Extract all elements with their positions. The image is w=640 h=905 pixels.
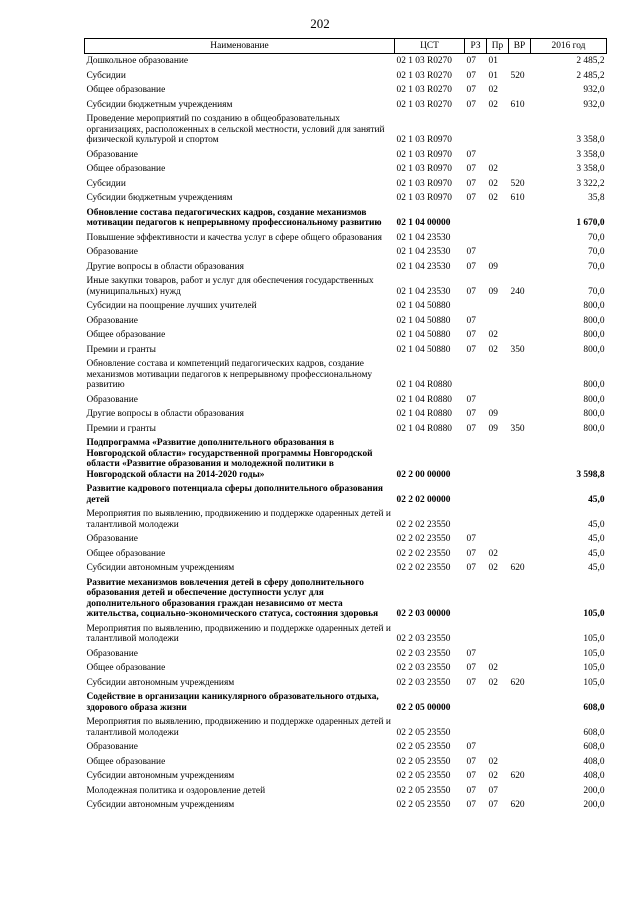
row-pr bbox=[487, 576, 509, 622]
row-amount: 70,0 bbox=[588, 232, 605, 243]
row-vr bbox=[509, 206, 531, 231]
row-cst: 02 2 00 00000 bbox=[396, 469, 451, 480]
row-pr bbox=[487, 299, 509, 314]
row-vr: 350 bbox=[510, 344, 525, 355]
row-pr: 07 bbox=[488, 800, 498, 810]
row-amount: 105,0 bbox=[583, 663, 605, 673]
row-amount: 70,0 bbox=[588, 247, 605, 257]
row-pr bbox=[487, 357, 509, 393]
row-amount: 3 358,0 bbox=[576, 164, 605, 174]
table-row bbox=[85, 561, 607, 576]
row-cst: 02 1 03 R0970 bbox=[396, 193, 452, 203]
row-name: Образование bbox=[86, 534, 138, 544]
row-cst: 02 1 03 R0270 bbox=[396, 70, 452, 81]
table-row bbox=[85, 676, 607, 691]
row-cst: 02 1 03 R0970 bbox=[396, 178, 452, 189]
row-pr: 02 bbox=[488, 330, 498, 340]
row-cst: 02 1 04 R0880 bbox=[396, 394, 452, 405]
row-amount: 800,0 bbox=[583, 301, 605, 311]
row-rz: 07 bbox=[466, 785, 476, 796]
row-vr bbox=[509, 357, 531, 393]
row-vr bbox=[509, 407, 531, 422]
table-row bbox=[85, 784, 607, 799]
row-name: Субсидии bbox=[86, 178, 126, 189]
table-row bbox=[85, 407, 607, 422]
table-row bbox=[85, 54, 607, 69]
budget-table bbox=[84, 38, 607, 813]
header-name: Наименование bbox=[85, 39, 395, 54]
row-vr bbox=[509, 715, 531, 740]
table-row bbox=[85, 148, 607, 163]
row-pr: 02 bbox=[488, 548, 498, 559]
row-name: Премии и гранты bbox=[86, 344, 156, 355]
row-amount: 105,0 bbox=[583, 677, 605, 688]
row-name: Другие вопросы в области образования bbox=[86, 409, 244, 419]
table-row bbox=[85, 393, 607, 408]
table-row bbox=[85, 436, 607, 482]
table-row bbox=[85, 647, 607, 662]
row-pr bbox=[487, 436, 509, 482]
row-vr bbox=[509, 148, 531, 163]
row-vr bbox=[509, 162, 531, 177]
row-pr: 02 bbox=[488, 771, 498, 781]
row-amount: 45,0 bbox=[588, 563, 605, 573]
row-cst: 02 2 02 23550 bbox=[396, 548, 451, 559]
table-row bbox=[85, 314, 607, 329]
row-name: Подпрограмма «Развитие дополнительного образования в Новгородской области» государственной программы Новгородской области «Развитие образования и молодежной политики в Новгородской области на 2014-2020 годы» bbox=[86, 438, 373, 480]
table-row bbox=[85, 357, 607, 393]
row-cst: 02 1 04 23530 bbox=[396, 232, 451, 243]
row-pr: 09 bbox=[488, 286, 498, 297]
row-rz: 07 bbox=[466, 178, 476, 189]
row-amount: 105,0 bbox=[583, 648, 605, 659]
row-vr bbox=[509, 576, 531, 622]
row-rz bbox=[465, 206, 487, 231]
row-name: Общее образование bbox=[86, 330, 166, 340]
row-rz: 07 bbox=[466, 330, 476, 340]
row-amount: 800,0 bbox=[583, 394, 605, 405]
row-vr: 520 bbox=[510, 178, 525, 189]
table-row bbox=[85, 422, 607, 437]
row-cst: 02 1 03 R0970 bbox=[396, 164, 452, 174]
row-vr: 240 bbox=[510, 286, 525, 297]
row-pr bbox=[487, 148, 509, 163]
row-cst: 02 2 02 23550 bbox=[396, 563, 451, 573]
row-name: Мероприятия по выявлению, продвижению и поддержке одаренных детей и талантливой молодежи bbox=[86, 509, 391, 530]
header-year: 2016 год bbox=[531, 39, 607, 54]
row-cst: 02 2 03 23550 bbox=[396, 634, 451, 644]
row-name: Развитие механизмов вовлечения детей в сферу дополнительного образования детей и обеспечение доступности услуг для дополнительного образования граждан независимо от места жительства, социально-экономического статуса, состояния здоровья bbox=[86, 577, 379, 619]
row-rz bbox=[465, 231, 487, 246]
row-cst: 02 2 02 00000 bbox=[396, 494, 451, 505]
table-row bbox=[85, 112, 607, 148]
row-name: Общее образование bbox=[86, 85, 166, 95]
table-row bbox=[85, 547, 607, 562]
row-vr: 620 bbox=[510, 677, 525, 688]
row-vr bbox=[509, 436, 531, 482]
row-name: Субсидии автономным учреждениям bbox=[86, 800, 235, 810]
table-row bbox=[85, 343, 607, 358]
row-cst: 02 1 04 23530 bbox=[396, 261, 451, 272]
row-amount: 45,0 bbox=[588, 534, 605, 544]
row-name: Обновление состава педагогических кадров, создание механизмов мотивации педагогов к непрерывному профессиональному развитию bbox=[86, 207, 382, 228]
row-cst: 02 1 04 50880 bbox=[396, 330, 451, 340]
table-row bbox=[85, 191, 607, 206]
row-pr bbox=[487, 715, 509, 740]
table-row bbox=[85, 231, 607, 246]
row-pr bbox=[487, 690, 509, 715]
row-pr: 02 bbox=[488, 99, 498, 110]
row-cst: 02 2 02 23550 bbox=[396, 534, 451, 544]
row-vr bbox=[509, 245, 531, 260]
row-cst: 02 2 05 23550 bbox=[396, 800, 451, 810]
row-pr bbox=[487, 482, 509, 507]
row-pr: 09 bbox=[488, 423, 498, 434]
row-vr bbox=[509, 393, 531, 408]
row-rz: 07 bbox=[466, 677, 476, 688]
table-row bbox=[85, 507, 607, 532]
row-cst: 02 2 03 23550 bbox=[396, 648, 451, 659]
row-cst: 02 1 04 R0880 bbox=[396, 423, 452, 434]
row-amount: 800,0 bbox=[583, 344, 605, 355]
header-row bbox=[85, 39, 607, 54]
row-cst: 02 1 04 50880 bbox=[396, 344, 451, 355]
row-name: Общее образование bbox=[86, 548, 166, 559]
row-cst: 02 1 03 R0970 bbox=[396, 149, 452, 160]
row-rz: 07 bbox=[466, 344, 476, 355]
row-cst: 02 2 05 23550 bbox=[396, 727, 451, 738]
row-vr: 610 bbox=[510, 193, 525, 203]
table-header bbox=[85, 39, 607, 54]
row-cst: 02 2 05 23550 bbox=[396, 771, 451, 781]
row-cst: 02 2 02 23550 bbox=[396, 519, 451, 530]
row-rz: 07 bbox=[466, 286, 476, 297]
row-pr: 02 bbox=[488, 85, 498, 95]
row-pr bbox=[487, 245, 509, 260]
row-vr bbox=[509, 507, 531, 532]
row-amount: 408,0 bbox=[583, 771, 605, 781]
row-vr bbox=[509, 83, 531, 98]
row-vr bbox=[509, 482, 531, 507]
row-pr: 09 bbox=[488, 261, 498, 272]
row-rz bbox=[465, 576, 487, 622]
row-vr: 520 bbox=[510, 70, 525, 81]
row-cst: 02 1 04 R0880 bbox=[396, 409, 452, 419]
row-amount: 105,0 bbox=[583, 609, 605, 619]
row-rz: 07 bbox=[466, 56, 476, 66]
row-amount: 70,0 bbox=[588, 286, 605, 297]
row-amount: 800,0 bbox=[583, 409, 605, 419]
row-amount: 3 358,0 bbox=[576, 135, 605, 145]
row-cst: 02 2 05 23550 bbox=[396, 756, 451, 767]
row-pr bbox=[487, 231, 509, 246]
row-vr: 620 bbox=[510, 563, 525, 573]
row-vr bbox=[509, 622, 531, 647]
row-rz: 07 bbox=[466, 563, 476, 573]
row-cst: 02 2 05 23550 bbox=[396, 742, 451, 752]
row-amount: 1 670,0 bbox=[576, 218, 605, 228]
row-rz bbox=[465, 622, 487, 647]
row-rz: 07 bbox=[466, 548, 476, 559]
table-row bbox=[85, 576, 607, 622]
row-vr bbox=[509, 231, 531, 246]
row-rz: 07 bbox=[466, 742, 476, 752]
table-row bbox=[85, 299, 607, 314]
row-vr bbox=[509, 532, 531, 547]
row-vr bbox=[509, 755, 531, 770]
row-cst: 02 2 05 23550 bbox=[396, 785, 451, 796]
row-rz: 07 bbox=[466, 99, 476, 110]
row-name: Субсидии бюджетным учреждениям bbox=[86, 99, 233, 110]
row-amount: 45,0 bbox=[588, 519, 605, 530]
row-vr bbox=[509, 328, 531, 343]
table-row bbox=[85, 98, 607, 113]
row-amount: 3 598,8 bbox=[576, 469, 605, 480]
table-row bbox=[85, 83, 607, 98]
table-row bbox=[85, 769, 607, 784]
table-row bbox=[85, 740, 607, 755]
row-pr bbox=[487, 393, 509, 408]
row-amount: 932,0 bbox=[583, 99, 605, 110]
row-rz bbox=[465, 112, 487, 148]
row-vr bbox=[509, 740, 531, 755]
row-vr bbox=[509, 54, 531, 69]
row-amount: 408,0 bbox=[583, 756, 605, 767]
row-name: Образование bbox=[86, 394, 138, 405]
row-amount: 2 485,2 bbox=[576, 56, 605, 66]
table-row bbox=[85, 755, 607, 770]
row-rz: 07 bbox=[466, 756, 476, 767]
row-vr: 610 bbox=[510, 99, 525, 110]
table-row bbox=[85, 274, 607, 299]
row-rz: 07 bbox=[466, 247, 476, 257]
row-pr bbox=[487, 740, 509, 755]
row-pr: 02 bbox=[488, 164, 498, 174]
row-cst: 02 2 03 23550 bbox=[396, 677, 451, 688]
row-name: Образование bbox=[86, 315, 138, 326]
table-row bbox=[85, 260, 607, 275]
row-name: Субсидии автономным учреждениям bbox=[86, 771, 235, 781]
row-rz: 07 bbox=[466, 800, 476, 810]
table-row bbox=[85, 245, 607, 260]
row-name: Проведение мероприятий по созданию в общеобразовательных организациях, расположенных в сельской местности, условий для занятий физической культурой и спортом bbox=[86, 114, 385, 145]
row-rz: 07 bbox=[466, 648, 476, 659]
row-vr: 620 bbox=[510, 771, 525, 781]
row-name: Образование bbox=[86, 742, 138, 752]
row-amount: 608,0 bbox=[583, 727, 605, 738]
row-pr: 02 bbox=[488, 677, 498, 688]
row-pr: 02 bbox=[488, 756, 498, 767]
row-vr bbox=[509, 784, 531, 799]
row-name: Развитие кадрового потенциала сферы дополнительного образования детей bbox=[86, 484, 383, 505]
table-row bbox=[85, 69, 607, 84]
row-name: Повышение эффективности и качества услуг в сфере общего образования bbox=[86, 232, 382, 243]
row-amount: 800,0 bbox=[583, 315, 605, 326]
row-amount: 608,0 bbox=[583, 702, 605, 713]
row-name: Иные закупки товаров, работ и услуг для обеспечения государственных (муниципальных) нужд bbox=[86, 276, 374, 297]
row-rz bbox=[465, 299, 487, 314]
row-amount: 70,0 bbox=[588, 261, 605, 272]
row-rz: 07 bbox=[466, 423, 476, 434]
row-rz: 07 bbox=[466, 70, 476, 81]
row-vr bbox=[509, 661, 531, 676]
row-cst: 02 1 03 R0270 bbox=[396, 99, 452, 110]
row-vr bbox=[509, 260, 531, 275]
row-name: Общее образование bbox=[86, 164, 166, 174]
row-name: Содействие в организации каникулярного образовательного отдыха, здорового образа жизни bbox=[86, 692, 379, 713]
row-rz: 07 bbox=[466, 261, 476, 272]
row-name: Мероприятия по выявлению, продвижению и поддержке одаренных детей и талантливой молодежи bbox=[86, 623, 391, 644]
row-cst: 02 1 04 R0880 bbox=[396, 380, 452, 390]
row-name: Молодежная политика и оздоровление детей bbox=[86, 785, 266, 796]
row-pr bbox=[487, 622, 509, 647]
row-cst: 02 1 04 50880 bbox=[396, 315, 451, 326]
row-rz bbox=[465, 482, 487, 507]
row-vr bbox=[509, 690, 531, 715]
row-pr: 09 bbox=[488, 409, 498, 419]
row-rz: 07 bbox=[466, 534, 476, 544]
row-pr: 02 bbox=[488, 344, 498, 355]
row-name: Общее образование bbox=[86, 663, 166, 673]
row-cst: 02 2 05 00000 bbox=[396, 702, 451, 713]
row-pr bbox=[487, 532, 509, 547]
row-cst: 02 1 04 23530 bbox=[396, 286, 451, 297]
row-amount: 608,0 bbox=[583, 742, 605, 752]
row-amount: 45,0 bbox=[588, 494, 605, 505]
row-rz: 07 bbox=[466, 409, 476, 419]
row-pr bbox=[487, 112, 509, 148]
row-rz: 07 bbox=[466, 85, 476, 95]
row-pr: 02 bbox=[488, 193, 498, 203]
row-amount: 45,0 bbox=[588, 548, 605, 559]
row-cst: 02 1 03 R0270 bbox=[396, 56, 452, 66]
row-name: Образование bbox=[86, 149, 138, 160]
row-name: Мероприятия по выявлению, продвижению и поддержке одаренных детей и талантливой молодежи bbox=[86, 717, 391, 738]
row-vr bbox=[509, 314, 531, 329]
row-pr: 02 bbox=[488, 563, 498, 573]
row-rz bbox=[465, 357, 487, 393]
table-row bbox=[85, 206, 607, 231]
row-amount: 932,0 bbox=[583, 85, 605, 95]
row-amount: 105,0 bbox=[583, 634, 605, 644]
table-row bbox=[85, 715, 607, 740]
row-rz: 07 bbox=[466, 164, 476, 174]
row-cst: 02 2 03 23550 bbox=[396, 663, 451, 673]
row-vr bbox=[509, 112, 531, 148]
row-rz bbox=[465, 436, 487, 482]
row-name: Субсидии на поощрение лучших учителей bbox=[86, 301, 257, 311]
row-pr: 01 bbox=[488, 70, 498, 81]
header-pr: Пр bbox=[487, 39, 509, 54]
row-amount: 3 358,0 bbox=[576, 149, 605, 160]
table-row bbox=[85, 690, 607, 715]
row-amount: 800,0 bbox=[583, 380, 605, 390]
row-name: Общее образование bbox=[86, 756, 166, 767]
row-pr: 02 bbox=[488, 663, 498, 673]
row-cst: 02 1 03 R0270 bbox=[396, 85, 452, 95]
row-pr: 02 bbox=[488, 178, 498, 189]
table-row bbox=[85, 798, 607, 813]
row-pr bbox=[487, 507, 509, 532]
row-vr: 620 bbox=[510, 800, 525, 810]
table-row bbox=[85, 328, 607, 343]
row-amount: 2 485,2 bbox=[576, 70, 605, 81]
row-amount: 800,0 bbox=[583, 330, 605, 340]
row-name: Обновление состава и компетенций педагогических кадров, создание механизмов мотивации педагогов к непрерывному профессиональному развитию bbox=[86, 359, 373, 390]
row-amount: 35,8 bbox=[588, 193, 605, 203]
row-amount: 200,0 bbox=[583, 800, 605, 810]
row-pr bbox=[487, 206, 509, 231]
row-rz bbox=[465, 507, 487, 532]
row-rz: 07 bbox=[466, 663, 476, 673]
header-cst: ЦСТ bbox=[395, 39, 465, 54]
row-name: Другие вопросы в области образования bbox=[86, 261, 244, 272]
table-row bbox=[85, 482, 607, 507]
row-pr: 01 bbox=[488, 56, 498, 66]
row-name: Субсидии bbox=[86, 70, 126, 81]
row-vr: 350 bbox=[510, 423, 525, 434]
row-rz: 07 bbox=[466, 149, 476, 160]
row-amount: 800,0 bbox=[583, 423, 605, 434]
row-name: Образование bbox=[86, 247, 138, 257]
row-rz bbox=[465, 690, 487, 715]
row-cst: 02 1 04 50880 bbox=[396, 301, 451, 311]
table-row bbox=[85, 661, 607, 676]
page-number: 202 bbox=[310, 16, 330, 31]
row-vr bbox=[509, 299, 531, 314]
row-vr bbox=[509, 647, 531, 662]
row-rz: 07 bbox=[466, 771, 476, 781]
row-cst: 02 1 04 23530 bbox=[396, 247, 451, 257]
row-vr bbox=[509, 547, 531, 562]
header-rz: РЗ bbox=[465, 39, 487, 54]
table-body bbox=[85, 54, 607, 813]
header-vr: ВР bbox=[509, 39, 531, 54]
table-row bbox=[85, 622, 607, 647]
table-row bbox=[85, 532, 607, 547]
row-name: Субсидии автономным учреждениям bbox=[86, 677, 235, 688]
row-cst: 02 1 04 00000 bbox=[396, 218, 451, 228]
table-row bbox=[85, 162, 607, 177]
row-name: Субсидии бюджетным учреждениям bbox=[86, 193, 233, 203]
row-name: Субсидии автономным учреждениям bbox=[86, 563, 235, 573]
row-pr bbox=[487, 647, 509, 662]
row-name: Премии и гранты bbox=[86, 423, 156, 434]
row-name: Дошкольное образование bbox=[86, 56, 189, 66]
table-row bbox=[85, 177, 607, 192]
row-rz: 07 bbox=[466, 394, 476, 405]
row-cst: 02 1 03 R0970 bbox=[396, 135, 452, 145]
row-cst: 02 2 03 00000 bbox=[396, 609, 451, 619]
row-name: Образование bbox=[86, 648, 138, 659]
row-pr bbox=[487, 314, 509, 329]
row-rz: 07 bbox=[466, 193, 476, 203]
row-amount: 3 322,2 bbox=[576, 178, 605, 189]
row-pr: 07 bbox=[488, 785, 498, 796]
row-rz bbox=[465, 715, 487, 740]
row-rz: 07 bbox=[466, 315, 476, 326]
row-amount: 200,0 bbox=[583, 785, 605, 796]
